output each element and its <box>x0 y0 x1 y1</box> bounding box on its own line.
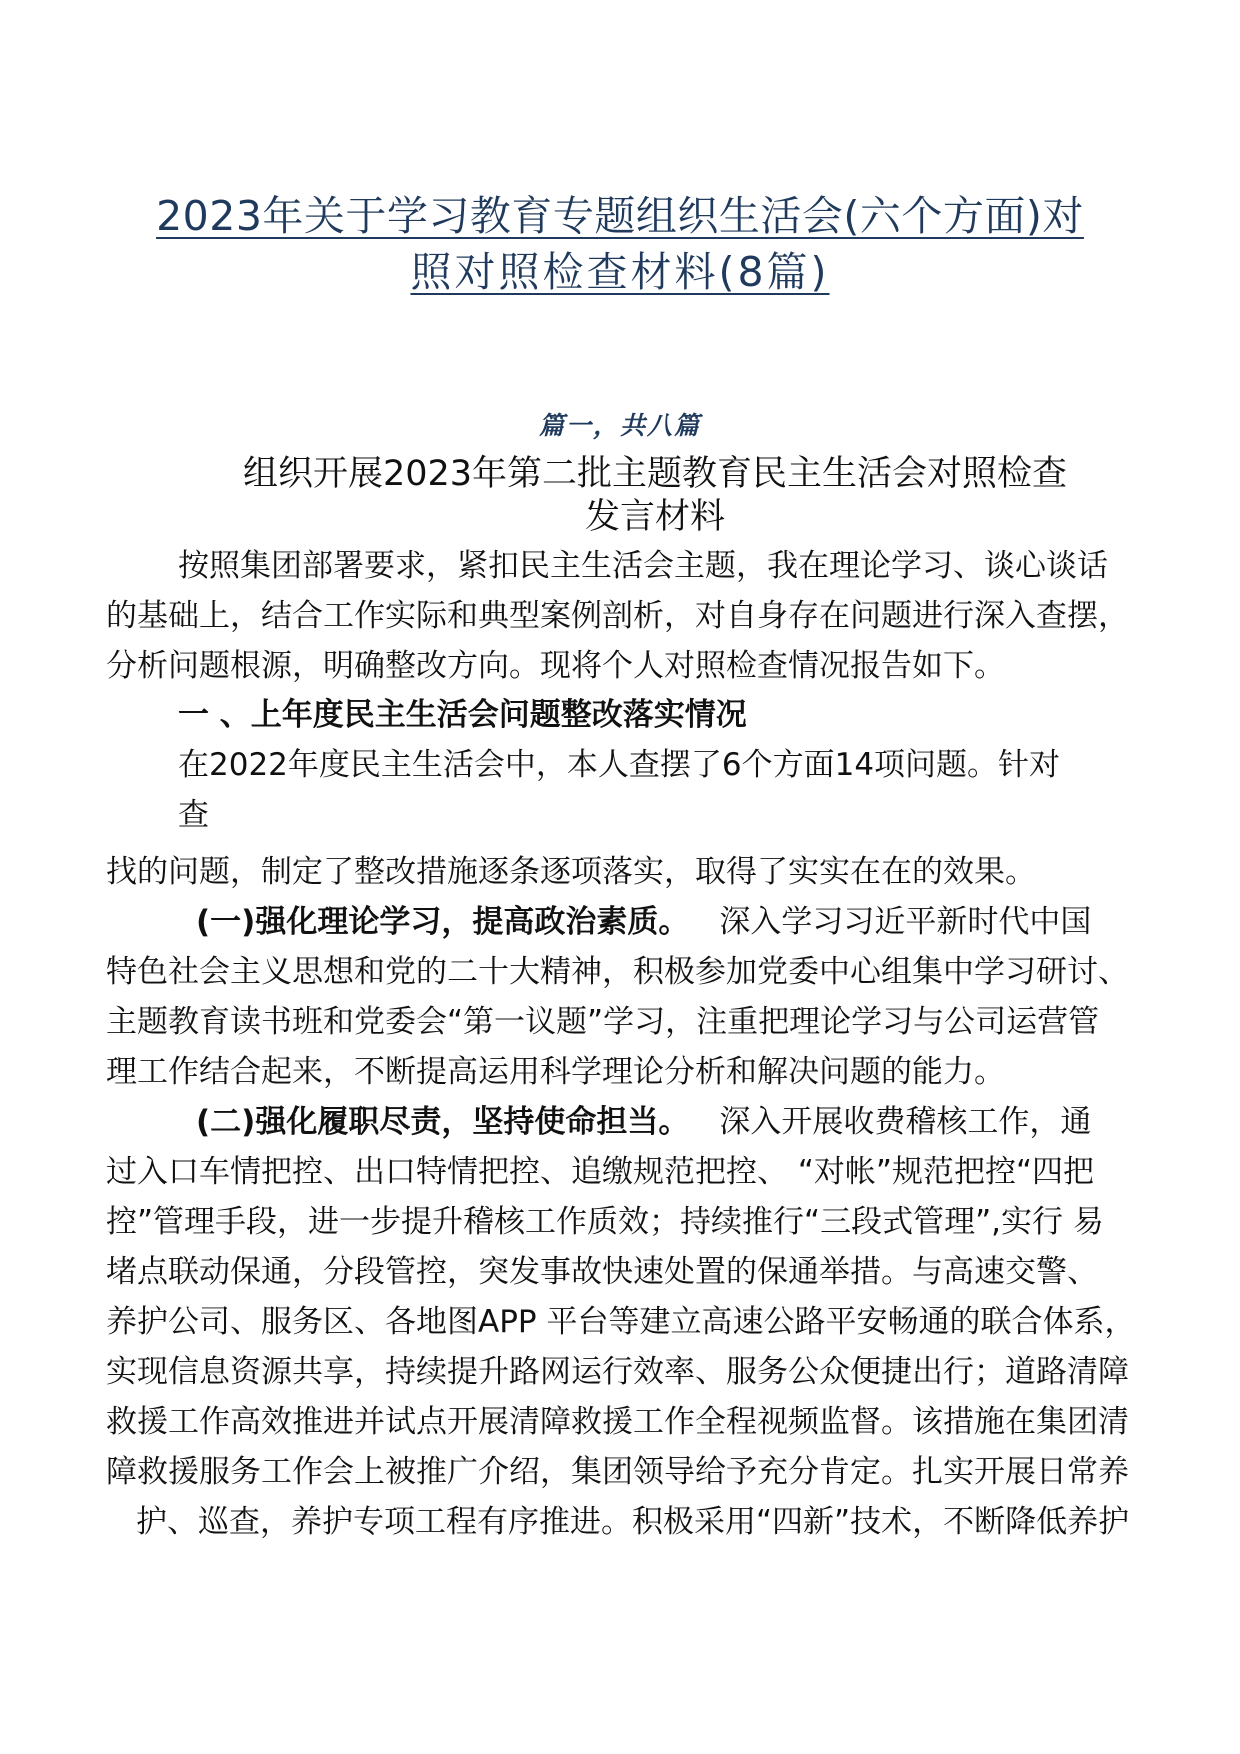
item-2-heading: (二)强化履职尽责，坚持使命担当。 <box>196 1104 690 1140</box>
item-2-line-9: 护、巡查，养护专项工程有序推进。积极采用“四新”技术，不断降低养护 <box>136 1504 1130 1540</box>
item-1-heading: (一)强化理论学习，提高政治素质。 <box>196 904 690 940</box>
item-2-line-2: 过入口车情把控、出口特情把控、追缴规范把控、 “对帐”规范把控“四把 <box>106 1154 1095 1190</box>
item-2-line-7: 救援工作高效推进并试点开展清障救援工作全程视频监督。该措施在集团清 <box>106 1404 1129 1440</box>
item-2-text: 深入开展收费稽核工作，通 <box>719 1104 1092 1140</box>
item-2-line-5: 养护公司、服务区、各地图APP 平台等建立高速公路平安畅通的联合体系， <box>106 1304 1136 1340</box>
subtitle-line-2: 发言材料 <box>584 497 725 537</box>
item-1-text: 深入学习习近平新时代中国 <box>719 904 1092 940</box>
intro-line-3: 分析问题根源，明确整改方向。现将个人对照检查情况报告如下。 <box>106 648 1005 684</box>
subtitle-line-1: 组织开展2023年第二批主题教育民主生活会对照检查 <box>242 454 1068 494</box>
item-2-line-1 <box>196 1096 1091 1141</box>
item-1-line-2: 特色社会主义思想和党的二十大精神，积极参加党委中心组集中学习研讨、 <box>106 954 1129 990</box>
item-2-line-4: 堵点联动保通，分段管控，突发事故快速处置的保通举措。与高速交警、 <box>106 1254 1098 1290</box>
item-2-line-6: 实现信息资源共享，持续提升路网运行效率、服务公众便捷出行；道路清障 <box>106 1354 1129 1390</box>
item-2-line-8: 障救援服务工作会上被推广介绍，集团领导给予充分肯定。扎实开展日常养 <box>106 1454 1129 1490</box>
item-1-line-4: 理工作结合起来，不断提高运用科学理论分析和解决问题的能力。 <box>106 1054 1005 1090</box>
document-title-line-2: 照对照检查材料(8篇) <box>410 248 830 296</box>
item-2-line-3: 控”管理手段，进一步提升稽核工作质效；持续推行“三段式管理”,实行 易 <box>106 1204 1104 1240</box>
item-1-line-1 <box>196 896 1091 941</box>
section-1-line-3: 找的问题，制定了整改措施逐条逐项落实，取得了实实在在的效果。 <box>106 854 1036 890</box>
intro-line-1: 按照集团部署要求，紧扣民主生活会主题，我在理论学习、谈心谈话 <box>178 548 1108 584</box>
section-1-line-1: 在2022年度民主生活会中，本人查摆了6个方面14项问题。针对 <box>178 747 1061 783</box>
document-title-line-1: 2023年关于学习教育专题组织生活会(六个方面)对 <box>156 192 1084 240</box>
intro-line-2: 的基础上，结合工作实际和典型案例剖析，对自身存在问题进行深入查摆， <box>106 598 1129 634</box>
item-1-line-3: 主题教育读书班和党委会“第一议题”学习，注重把理论学习与公司运营管 <box>106 1004 1100 1040</box>
section-heading-1: 一 、上年度民主生活会问题整改落实情况 <box>178 697 747 733</box>
section-1-line-2: 查 <box>178 797 209 833</box>
section-label: 篇一，共八篇 <box>538 411 701 440</box>
